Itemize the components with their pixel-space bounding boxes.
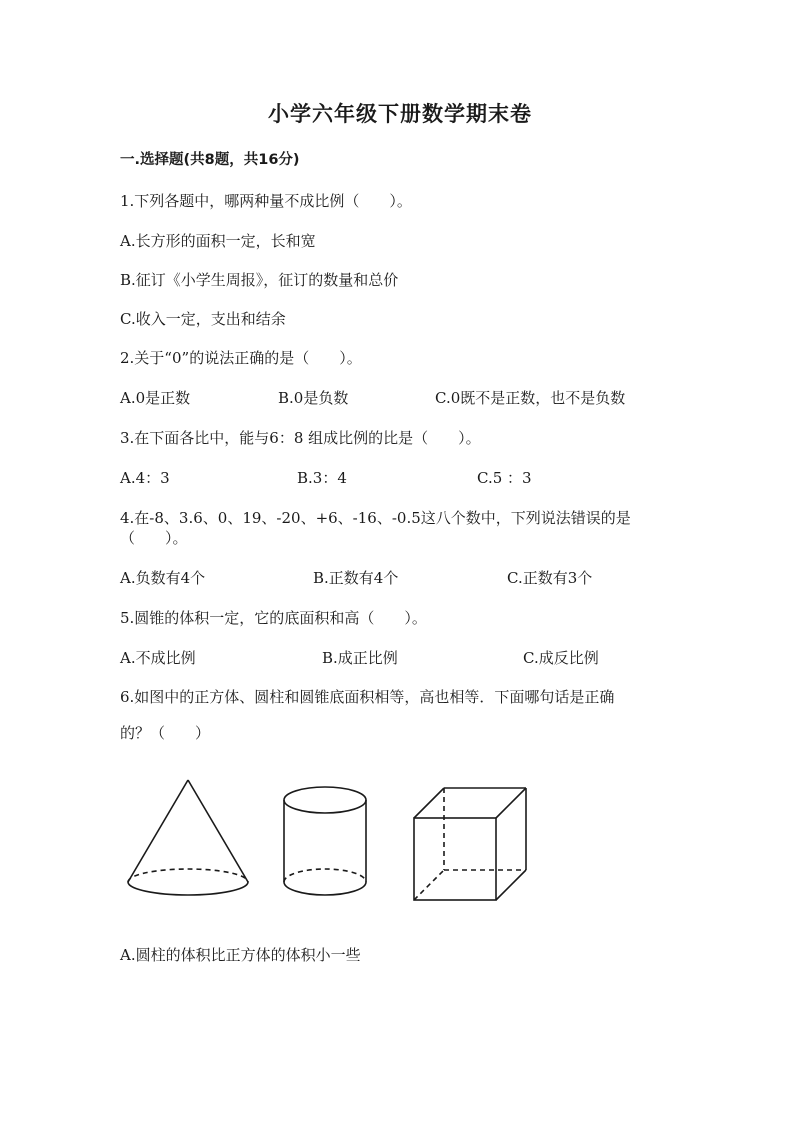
- q3-stem: 3.在下面各比中，能与6：8 组成比例的比是（ ）。: [120, 429, 481, 447]
- cube-icon: [414, 788, 526, 900]
- q1-option-a[interactable]: A.长方形的面积一定，长和宽: [120, 232, 316, 250]
- cone-icon: [128, 780, 248, 895]
- q4-stem-line1: 4.在-8、3.6、0、19、-20、+6、-16、-0.5这八个数中，下列说法错误的是: [120, 509, 631, 527]
- page-title: 小学六年级下册数学期末卷: [268, 102, 532, 126]
- solid-figures: [118, 770, 538, 920]
- q3-option-a[interactable]: A.4：3: [120, 469, 170, 487]
- q5-option-c[interactable]: C.成反比例: [523, 649, 599, 667]
- q1-stem: 1.下列各题中，哪两种量不成比例（ ）。: [120, 192, 412, 210]
- q2-option-b[interactable]: B.0是负数: [278, 389, 349, 407]
- q2-stem: 2.关于“0”的说法正确的是（ ）。: [120, 349, 362, 367]
- q2-option-c[interactable]: C.0既不是正数，也不是负数: [435, 389, 626, 407]
- q1-option-b[interactable]: B.征订《小学生周报》，征订的数量和总价: [120, 271, 399, 289]
- section-heading: 一.选择题(共8题，共16分): [120, 152, 300, 168]
- q4-option-b[interactable]: B.正数有4个: [313, 569, 399, 587]
- q6-option-a[interactable]: A.圆柱的体积比正方体的体积小一些: [120, 946, 361, 964]
- q5-option-a[interactable]: A.不成比例: [120, 649, 196, 667]
- q6-stem-line1: 6.如图中的正方体、圆柱和圆锥底面积相等，高也相等．下面哪句话是正确: [120, 688, 615, 706]
- cylinder-icon: [284, 787, 366, 895]
- q1-option-c[interactable]: C.收入一定，支出和结余: [120, 310, 286, 328]
- q5-option-b[interactable]: B.成正比例: [322, 649, 398, 667]
- q3-option-b[interactable]: B.3：4: [297, 469, 347, 487]
- q5-stem: 5.圆锥的体积一定，它的底面积和高（ ）。: [120, 609, 427, 627]
- q3-option-c[interactable]: C.5 ：3: [477, 469, 532, 487]
- q4-option-a[interactable]: A.负数有4个: [120, 569, 206, 587]
- q4-option-c[interactable]: C.正数有3个: [507, 569, 593, 587]
- q4-stem-line2: （ ）。: [120, 529, 188, 547]
- q2-option-a[interactable]: A.0是正数: [120, 389, 191, 407]
- solid-figures-svg: [118, 770, 538, 920]
- q6-stem-line2: 的？（ ）: [120, 724, 211, 742]
